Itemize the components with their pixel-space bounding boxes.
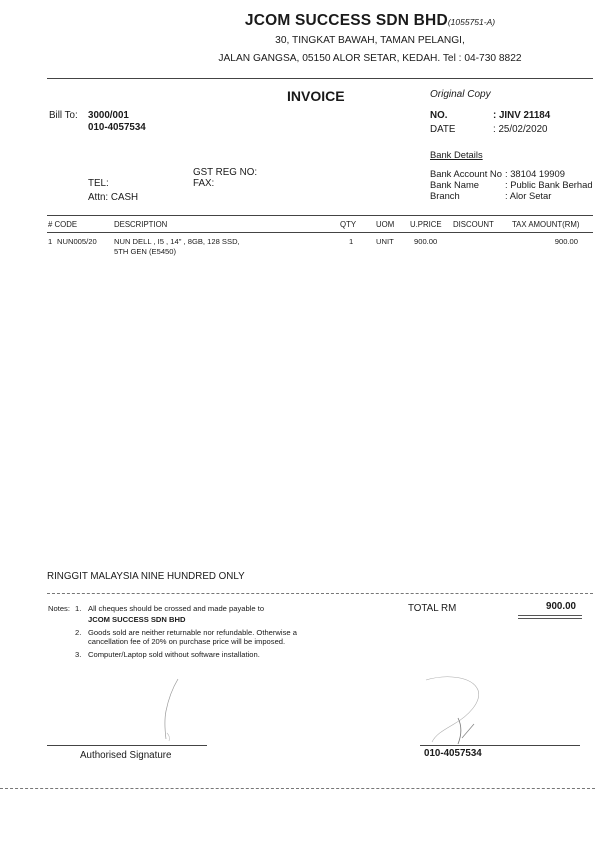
customer-signature-line: [420, 745, 580, 746]
company-reg-no: (1055751-A): [447, 17, 496, 27]
row-uprice: 900.00: [414, 237, 438, 246]
total-label: TOTAL RM: [408, 603, 457, 614]
authorised-signature-mark: [150, 675, 190, 745]
customer-phone: 010-4057534: [424, 748, 482, 759]
bank-details-heading: Bank Details: [430, 149, 483, 160]
row-code: NUN005/20: [57, 237, 97, 246]
invoice-date-label: DATE: [430, 124, 456, 135]
notes-top-divider: [47, 593, 593, 594]
company-name: [0, 12, 595, 30]
total-value: 900.00: [546, 601, 576, 612]
fax-label: FAX:: [193, 178, 215, 189]
company-address-line2: JALAN GANGSA, 05150 ALOR SETAR, KEDAH. Tel : 04-730 8822: [218, 53, 522, 64]
header-divider: [47, 78, 593, 79]
bank-name-label: Bank Name: [430, 179, 479, 190]
invoice-no-label: NO.: [430, 110, 448, 121]
row-qty: 1: [349, 237, 354, 246]
note-2-number: 2.: [75, 628, 82, 637]
amount-in-words: RINGGIT MALAYSIA NINE HUNDRED ONLY: [47, 571, 245, 582]
row-desc-line2: 5TH GEN (E5450): [114, 247, 177, 256]
table-top-divider: [47, 215, 593, 216]
bill-to-phone: 010-4057534: [88, 122, 146, 133]
col-header-qty: QTY: [340, 220, 357, 229]
company-address-line1: 30, TINGKAT BAWAH, TAMAN PELANGI,: [275, 35, 465, 46]
bank-branch-value: : Alor Setar: [505, 190, 552, 201]
invoice-no-value: : JINV 21184: [493, 110, 551, 121]
notes-label: Notes:: [48, 604, 70, 613]
row-no: 1: [48, 237, 53, 246]
gst-reg-label: GST REG NO:: [193, 167, 258, 178]
tel-label: TEL:: [88, 178, 109, 189]
bank-branch-label: Branch: [430, 190, 460, 201]
col-header-uprice: U.PRICE: [410, 220, 442, 229]
total-underline-1: [518, 615, 582, 616]
bill-to-code: 3000/001: [88, 110, 129, 121]
col-header-code: # CODE: [48, 220, 78, 229]
bank-account-label: Bank Account No: [430, 168, 502, 179]
col-header-uom: UOM: [376, 220, 395, 229]
col-header-discount: DISCOUNT: [453, 220, 494, 229]
row-desc-line1: NUN DELL , I5 , 14" , 8GB, 128 SSD,: [114, 237, 240, 246]
note-1-number: 1.: [75, 604, 82, 613]
total-underline-2: [518, 618, 582, 619]
authorised-signature-line: [47, 745, 207, 746]
note-2-text-line1: Goods sold are neither returnable nor refundable. Otherwise a: [88, 628, 297, 637]
invoice-date-value: : 25/02/2020: [493, 124, 548, 135]
row-uom: UNIT: [376, 237, 394, 246]
copy-label: Original Copy: [430, 89, 491, 100]
col-header-tax-amount: TAX AMOUNT(RM): [512, 220, 580, 229]
note-3-number: 3.: [75, 650, 82, 659]
bank-name-value: : Public Bank Berhad: [505, 179, 593, 190]
page-bottom-divider: [0, 788, 595, 789]
invoice-title: INVOICE: [287, 88, 345, 104]
note-1-text: All cheques should be crossed and made payable to: [88, 604, 265, 613]
company-name-text: JCOM SUCCESS SDN BHD: [244, 12, 448, 29]
note-2-text-line2: cancellation fee of 20% on purchase price will be imposed.: [88, 637, 286, 646]
bank-account-value: : 38104 19909: [505, 168, 565, 179]
authorised-signature-label: Authorised Signature: [80, 750, 172, 761]
note-3-text: Computer/Laptop sold without software installation.: [88, 650, 260, 659]
attn-label: Attn: CASH: [88, 192, 139, 203]
bill-to-label: Bill To:: [49, 110, 78, 121]
customer-signature-mark: [392, 672, 502, 752]
col-header-description: DESCRIPTION: [114, 220, 168, 229]
row-amount: 900.00: [554, 237, 578, 246]
table-header-divider: [47, 232, 593, 233]
note-1-company: JCOM SUCCESS SDN BHD: [88, 615, 186, 624]
